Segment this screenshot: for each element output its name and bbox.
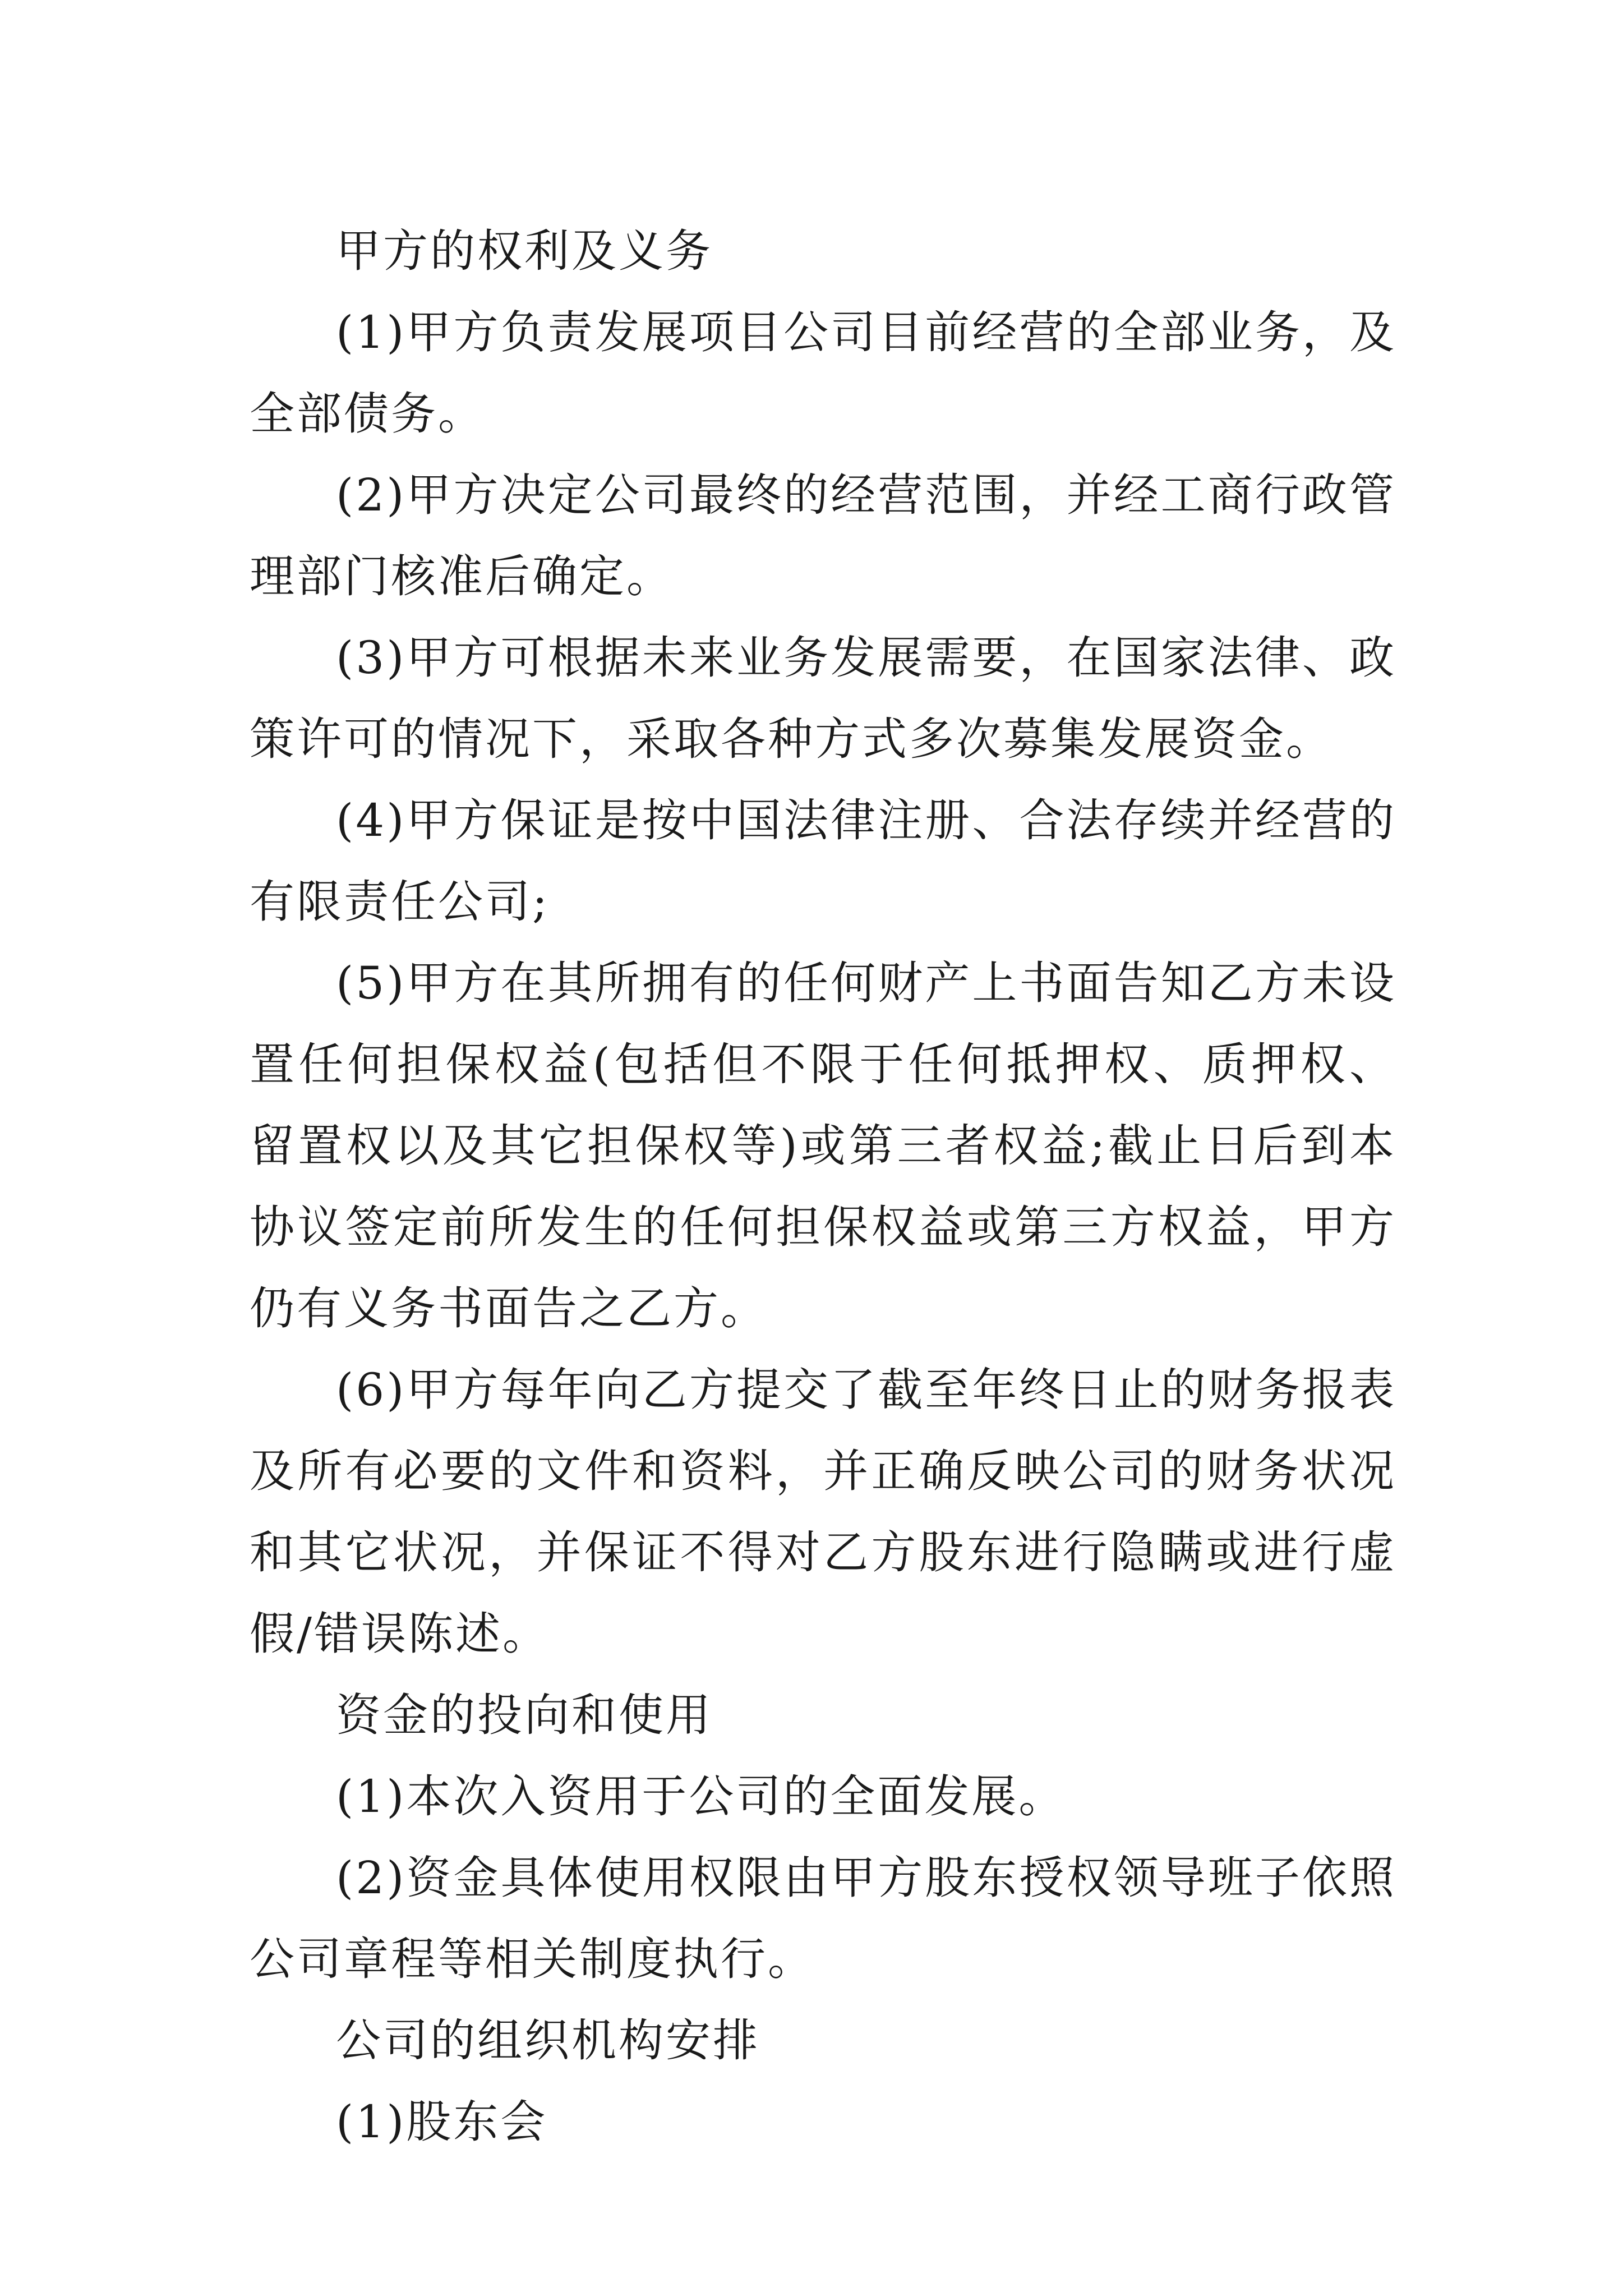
paragraph-3: (3)甲方可根据未来业务发展需要，在国家法律、政策许可的情况下，采取各种方式多次募集发展资金。 (250, 632, 1396, 765)
paragraph-org-1: (1)股东会 (336, 2096, 548, 2148)
paragraph-4: (4)甲方保证是按中国法律注册、合法存续并经营的有限责任公司; (250, 794, 1396, 928)
paragraph-fund-1: (1)本次入资用于公司的全面发展。 (336, 1770, 1066, 1823)
paragraph-fund-2: (2)资金具体使用权限由甲方股东授权领导班子依照公司章程等相关制度执行。 (250, 1852, 1396, 1985)
paragraph-1: (1)甲方负责发展项目公司目前经营的全部业务，及全部债务。 (250, 306, 1396, 440)
document-page (250, 210, 1396, 2162)
paragraph-6: (6)甲方每年向乙方提交了截至年终日止的财务报表及所有必要的文件和资料，并正确反映公司的财务状况和其它状况，并保证不得对乙方股东进行隐瞒或进行虚假/错误陈述。 (250, 1364, 1396, 1660)
section-heading-party-a-rights: 甲方的权利及义务 (336, 225, 713, 277)
paragraph-2: (2)甲方决定公司最终的经营范围，并经工商行政管理部门核准后确定。 (250, 469, 1396, 602)
section-heading-fund-usage: 资金的投向和使用 (336, 1689, 713, 1741)
section-heading-organization: 公司的组织机构安排 (336, 2014, 760, 2067)
paragraph-5: (5)甲方在其所拥有的任何财产上书面告知乙方未设置任何担保权益(包括但不限于任何抵押权、质押权、留置权以及其它担保权等)或第三者权益;截止日后到本协议签定前所发生的任何担保权益或第三方权益，甲方仍有义务书面告之乙方。 (250, 957, 1396, 1335)
